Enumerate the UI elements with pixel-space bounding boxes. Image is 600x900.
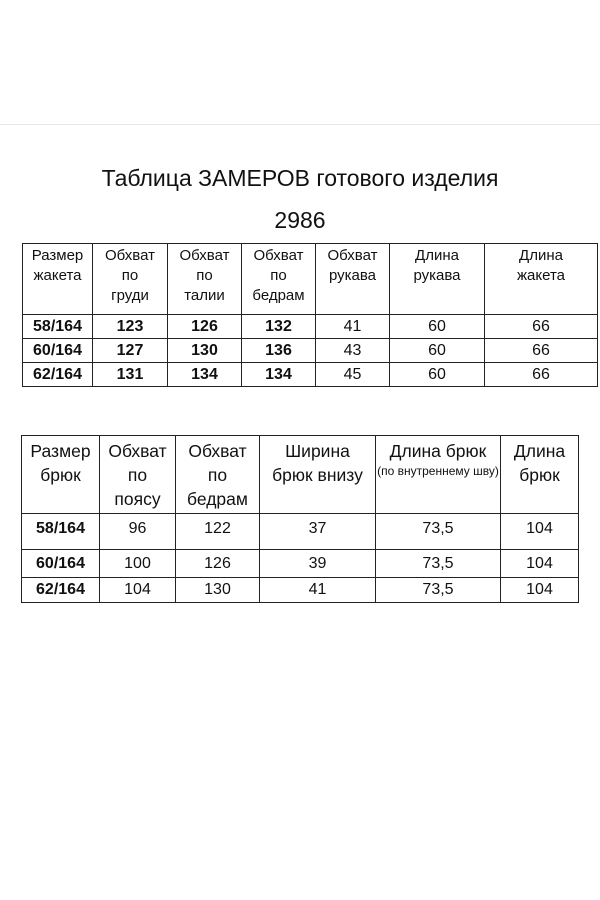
table-row bbox=[23, 339, 598, 363]
cell-jacket-length: 66 bbox=[485, 339, 598, 363]
cell-chest: 131 bbox=[93, 363, 168, 387]
cell-hip: 134 bbox=[242, 363, 316, 387]
cell-sleeve-girth: 41 bbox=[316, 315, 390, 339]
cell-size: 62/164 bbox=[23, 363, 93, 387]
header-pants-size: Размер брюк bbox=[22, 436, 100, 514]
cell-hip: 130 bbox=[176, 578, 260, 603]
header-chest-girth: Обхват по груди bbox=[93, 244, 168, 315]
header-sleeve-girth: Обхват рукава bbox=[316, 244, 390, 315]
table-header-row bbox=[22, 436, 579, 514]
cell-chest: 123 bbox=[93, 315, 168, 339]
cell-jacket-length: 66 bbox=[485, 315, 598, 339]
table-row bbox=[22, 514, 579, 550]
cell-inseam-length: 73,5 bbox=[376, 550, 501, 578]
table-header-row bbox=[23, 244, 598, 315]
header-pants-inseam-length: Длина брюк (по внутреннему шву) bbox=[376, 436, 501, 514]
table-row bbox=[22, 578, 579, 603]
cell-hem-width: 41 bbox=[260, 578, 376, 603]
page-title: Таблица ЗАМЕРОВ готового изделия bbox=[101, 165, 499, 191]
table-row bbox=[22, 550, 579, 578]
cell-size: 60/164 bbox=[23, 339, 93, 363]
header-sleeve-length: Длина рукава bbox=[390, 244, 485, 315]
jacket-measurements-table bbox=[22, 243, 598, 387]
header-waist-girth: Обхват по талии bbox=[168, 244, 242, 315]
header-jacket-size: Размер жакета bbox=[23, 244, 93, 315]
cell-hip: 136 bbox=[242, 339, 316, 363]
cell-pants-length: 104 bbox=[501, 550, 579, 578]
table-row bbox=[23, 315, 598, 339]
cell-chest: 127 bbox=[93, 339, 168, 363]
cell-sleeve-girth: 43 bbox=[316, 339, 390, 363]
cell-waist: 130 bbox=[168, 339, 242, 363]
cell-jacket-length: 66 bbox=[485, 363, 598, 387]
cell-waistband: 96 bbox=[100, 514, 176, 550]
cell-size: 60/164 bbox=[22, 550, 100, 578]
cell-sleeve-length: 60 bbox=[390, 363, 485, 387]
cell-sleeve-length: 60 bbox=[390, 339, 485, 363]
cell-waistband: 104 bbox=[100, 578, 176, 603]
header-jacket-length: Длина жакета bbox=[485, 244, 598, 315]
table-row bbox=[23, 363, 598, 387]
model-code: 2986 bbox=[274, 207, 326, 233]
cell-size: 58/164 bbox=[22, 514, 100, 550]
cell-waist: 126 bbox=[168, 315, 242, 339]
cell-hip: 132 bbox=[242, 315, 316, 339]
cell-sleeve-length: 60 bbox=[390, 315, 485, 339]
cell-hip: 126 bbox=[176, 550, 260, 578]
header-hip-girth: Обхват по бедрам bbox=[242, 244, 316, 315]
cell-waist: 134 bbox=[168, 363, 242, 387]
inseam-note: (по внутреннему шву) bbox=[377, 464, 499, 478]
cell-size: 62/164 bbox=[22, 578, 100, 603]
cell-waistband: 100 bbox=[100, 550, 176, 578]
cell-pants-length: 104 bbox=[501, 514, 579, 550]
header-hem-width: Ширина брюк внизу bbox=[260, 436, 376, 514]
cell-size: 58/164 bbox=[23, 315, 93, 339]
header-pants-length: Длина брюк bbox=[501, 436, 579, 514]
page-top-divider bbox=[0, 124, 600, 125]
cell-hip: 122 bbox=[176, 514, 260, 550]
cell-pants-length: 104 bbox=[501, 578, 579, 603]
cell-hem-width: 39 bbox=[260, 550, 376, 578]
cell-inseam-length: 73,5 bbox=[376, 578, 501, 603]
cell-hem-width: 37 bbox=[260, 514, 376, 550]
header-waistband-girth: Обхват по поясу bbox=[100, 436, 176, 514]
cell-inseam-length: 73,5 bbox=[376, 514, 501, 550]
header-hip-girth: Обхват по бедрам bbox=[176, 436, 260, 514]
cell-sleeve-girth: 45 bbox=[316, 363, 390, 387]
pants-measurements-table bbox=[21, 435, 579, 603]
